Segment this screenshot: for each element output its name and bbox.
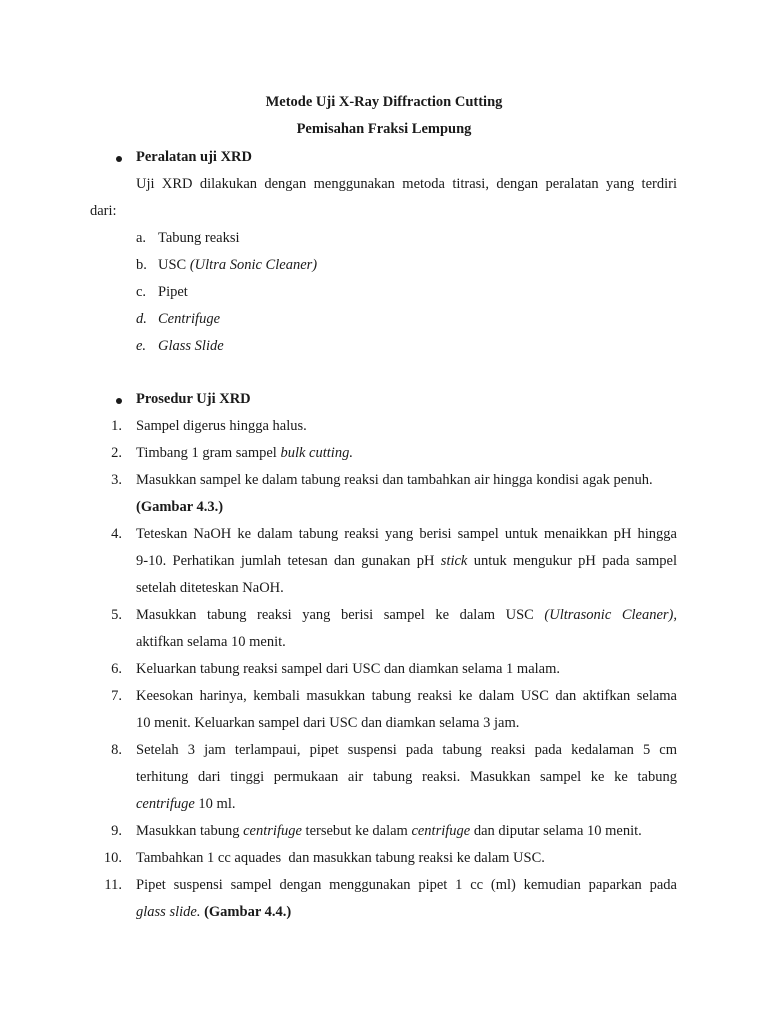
step-text: Tambahkan 1 cc aquades dan masukkan tabung reaksi ke dalam USC. — [136, 850, 545, 866]
step-number: 7. — [111, 688, 122, 704]
step-text: Pipet suspensi sampel dengan menggunakan pipet 1 cc (ml) kemudian paparkan pada — [136, 877, 677, 893]
equipment-letter: d. — [136, 311, 147, 327]
step-number: 1. — [111, 418, 122, 434]
equipment-item: Tabung reaksi — [158, 230, 240, 246]
step-number: 4. — [111, 526, 122, 542]
equipment-letter: a. — [136, 230, 147, 246]
figure-reference: (Gambar 4.3.) — [136, 499, 224, 515]
step-number: 9. — [111, 823, 122, 839]
step-text: Masukkan sampel ke dalam tabung reaksi dan tambahkan air hingga kondisi agak penuh. — [136, 472, 653, 488]
step-text: Timbang 1 gram sampel bulk cutting. — [136, 445, 353, 461]
section-heading-prosedur: Prosedur Uji XRD — [136, 391, 251, 407]
step-number: 6. — [111, 661, 122, 677]
step-text: Masukkan tabung reaksi yang berisi sampel ke dalam USC (Ultrasonic Cleaner), — [136, 607, 677, 623]
step-number: 5. — [111, 607, 122, 623]
bullet-icon — [116, 398, 122, 404]
step-text: 9-10. Perhatikan jumlah tetesan dan gunakan pH stick untuk mengukur pH pada sampel — [136, 553, 677, 569]
document-title: Metode Uji X-Ray Diffraction Cutting — [265, 94, 503, 110]
document-subtitle: Pemisahan Fraksi Lempung — [296, 121, 472, 137]
step-text: Masukkan tabung centrifuge tersebut ke dalam centrifuge dan diputar selama 10 menit. — [136, 823, 642, 839]
intro-paragraph-line1: Uji XRD dilakukan dengan menggunakan metoda titrasi, dengan peralatan yang terdiri — [136, 176, 677, 192]
step-text: aktifkan selama 10 menit. — [136, 634, 286, 650]
step-number: 3. — [111, 472, 122, 488]
section-heading-peralatan: Peralatan uji XRD — [136, 149, 252, 165]
step-number: 8. — [111, 742, 122, 758]
equipment-item: Centrifuge — [158, 311, 221, 327]
intro-paragraph-line2: dari: — [90, 203, 117, 219]
step-text: 10 menit. Keluarkan sampel dari USC dan diamkan selama 3 jam. — [136, 715, 520, 731]
step-number: 11. — [104, 877, 122, 893]
step-number: 10. — [103, 850, 122, 866]
step-text: terhitung dari tinggi permukaan air tabung reaksi. Masukkan sampel ke ke tabung — [136, 769, 677, 785]
step-text: centrifuge 10 ml. — [136, 796, 236, 812]
step-text: Sampel digerus hingga halus. — [136, 418, 307, 434]
step-number: 2. — [111, 445, 122, 461]
step-text: Keluarkan tabung reaksi sampel dari USC dan diamkan selama 1 malam. — [136, 661, 560, 677]
equipment-item: Pipet — [158, 284, 188, 300]
step-text: Setelah 3 jam terlampaui, pipet suspensi pada tabung reaksi pada kedalaman 5 cm — [136, 742, 677, 758]
step-text: glass slide. (Gambar 4.4.) — [136, 904, 292, 920]
step-text: setelah diteteskan NaOH. — [136, 580, 284, 596]
bullet-icon — [116, 156, 122, 162]
step-text: Teteskan NaOH ke dalam tabung reaksi yang berisi sampel untuk menaikkan pH hingga — [136, 526, 677, 542]
equipment-letter: b. — [136, 257, 147, 273]
equipment-letter: e. — [136, 338, 147, 354]
equipment-item: USC (Ultra Sonic Cleaner) — [158, 257, 318, 273]
step-text: Keesokan harinya, kembali masukkan tabung reaksi ke dalam USC dan aktifkan selama — [136, 688, 677, 704]
equipment-item: Glass Slide — [158, 338, 224, 354]
equipment-letter: c. — [136, 284, 147, 300]
